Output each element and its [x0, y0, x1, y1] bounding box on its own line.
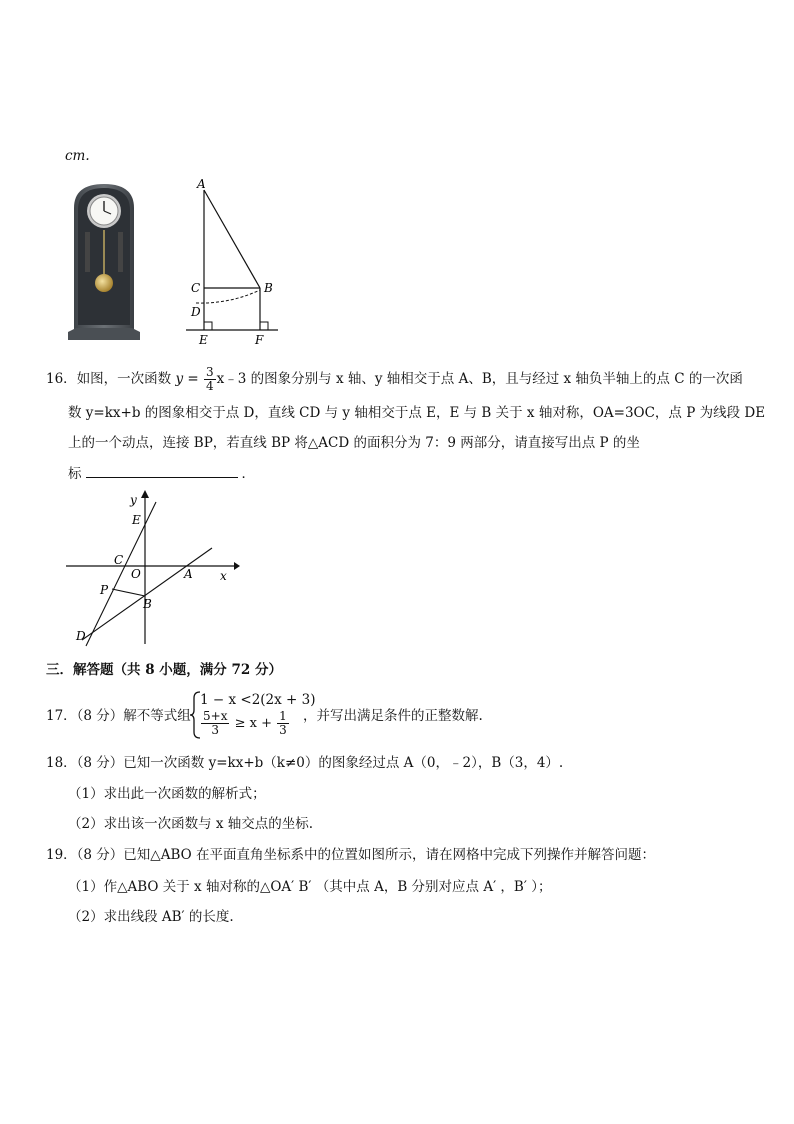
- q17-ineq2-rden: 3: [279, 723, 287, 737]
- q18-sub1: （1）求出此一次函数的解析式；: [68, 786, 266, 802]
- q18-sub2: （2）求出该一次函数与 x 轴交点的坐标.: [68, 816, 314, 832]
- q17-ineq2-rnum: 1: [279, 709, 287, 723]
- grandfather-clock-image: [64, 180, 144, 345]
- label-C: C: [191, 281, 201, 295]
- q17-tail: ，并写出满足条件的正整数解.: [303, 708, 483, 724]
- q17-ineq2-mid: ≥ x +: [234, 716, 272, 731]
- arc-DB: [196, 290, 260, 303]
- label-E: E: [199, 333, 208, 347]
- q17-prefix: 17．（8 分）解不等式组: [46, 708, 191, 724]
- pendulum-diagram: [180, 176, 285, 348]
- section3-title: 三．解答题（共 8 小题，满分 72 分）: [46, 662, 282, 678]
- label-C: C: [114, 553, 124, 567]
- x-axis-arrow: [234, 562, 240, 570]
- label-y: y: [130, 493, 137, 507]
- line-AB: [204, 190, 260, 288]
- q16-line4: [68, 463, 255, 484]
- q17-ineq2-den: 3: [211, 723, 220, 737]
- label-B: B: [143, 597, 152, 611]
- segment-PB: [112, 589, 145, 596]
- coordinate-graph: [62, 488, 240, 648]
- label-P: P: [100, 583, 109, 597]
- label-F: F: [255, 333, 264, 347]
- q16-frac-num: 3: [206, 365, 214, 379]
- label-O: O: [131, 567, 141, 581]
- q19-main: 19．（8 分）已知△ABO 在平面直角坐标系中的位置如图所示，请在网格中完成下列操作并解答问题：: [46, 847, 655, 863]
- q17-ineq2-right-frac: [277, 710, 289, 737]
- q16-line4-text: 标: [68, 466, 82, 482]
- q16-line2: 数 y=kx+b 的图象相交于点 D，直线 CD 与 y 轴相交于点 E，E 与 B 关于 x 轴对称，OA=3OC，点 P 为线段 DE: [68, 405, 766, 421]
- q16-line1: 16．如图，一次函数 y = $\frac{3}{4}$ x﹣3 的图象分别与 x 轴、y 轴相交于点 A、B，且与经过 x 轴负半轴上的点 C 的一次函: [46, 365, 743, 393]
- label-D: D: [76, 629, 86, 643]
- label-B: B: [264, 281, 273, 295]
- q16-text-a: 如图，一次函数: [76, 371, 172, 387]
- q17-ineq2-left-frac: [201, 710, 229, 737]
- label-x: x: [220, 569, 227, 583]
- label-D: D: [191, 305, 201, 319]
- q16-fraction: [204, 366, 216, 393]
- y-axis-arrow: [141, 490, 149, 498]
- q16-line4-end: ．: [241, 466, 255, 482]
- top-unit-text: cm.: [65, 148, 90, 164]
- q17-inequality-1: 1 − x <2(2x + 3): [200, 692, 316, 708]
- q19-sub2: （2）求出线段 AB′ 的长度.: [68, 909, 234, 925]
- q18-main: 18．（8 分）已知一次函数 y=kx+b（k≠0）的图象经过点 A（0，﹣2），B（3，4）.: [46, 755, 564, 771]
- q17-inequality-2: [200, 710, 290, 737]
- q16-text-b: x﹣3 的图象分别与 x 轴、y 轴相交于点 A、B，且与经过 x 轴负半轴上的点 C 的一次函: [216, 371, 743, 387]
- label-E: E: [132, 513, 141, 527]
- q16-number: 16．: [46, 371, 77, 387]
- label-A: A: [184, 567, 193, 581]
- q16-frac-den: 4: [206, 379, 214, 393]
- q17-ineq2-num: 5+x: [203, 709, 228, 723]
- label-A: A: [197, 177, 206, 191]
- q16-line3: 上的一个动点，连接 BP，若直线 BP 将△ACD 的面积分为 7：9 两部分，请直接写出点 P 的坐: [68, 435, 640, 451]
- q16-answer-blank[interactable]: [86, 463, 238, 478]
- q19-sub1: （1）作△ABO 关于 x 轴对称的△OA′ B′ （其中点 A，B 分别对应点 A′ ，B′ ）；: [68, 879, 552, 895]
